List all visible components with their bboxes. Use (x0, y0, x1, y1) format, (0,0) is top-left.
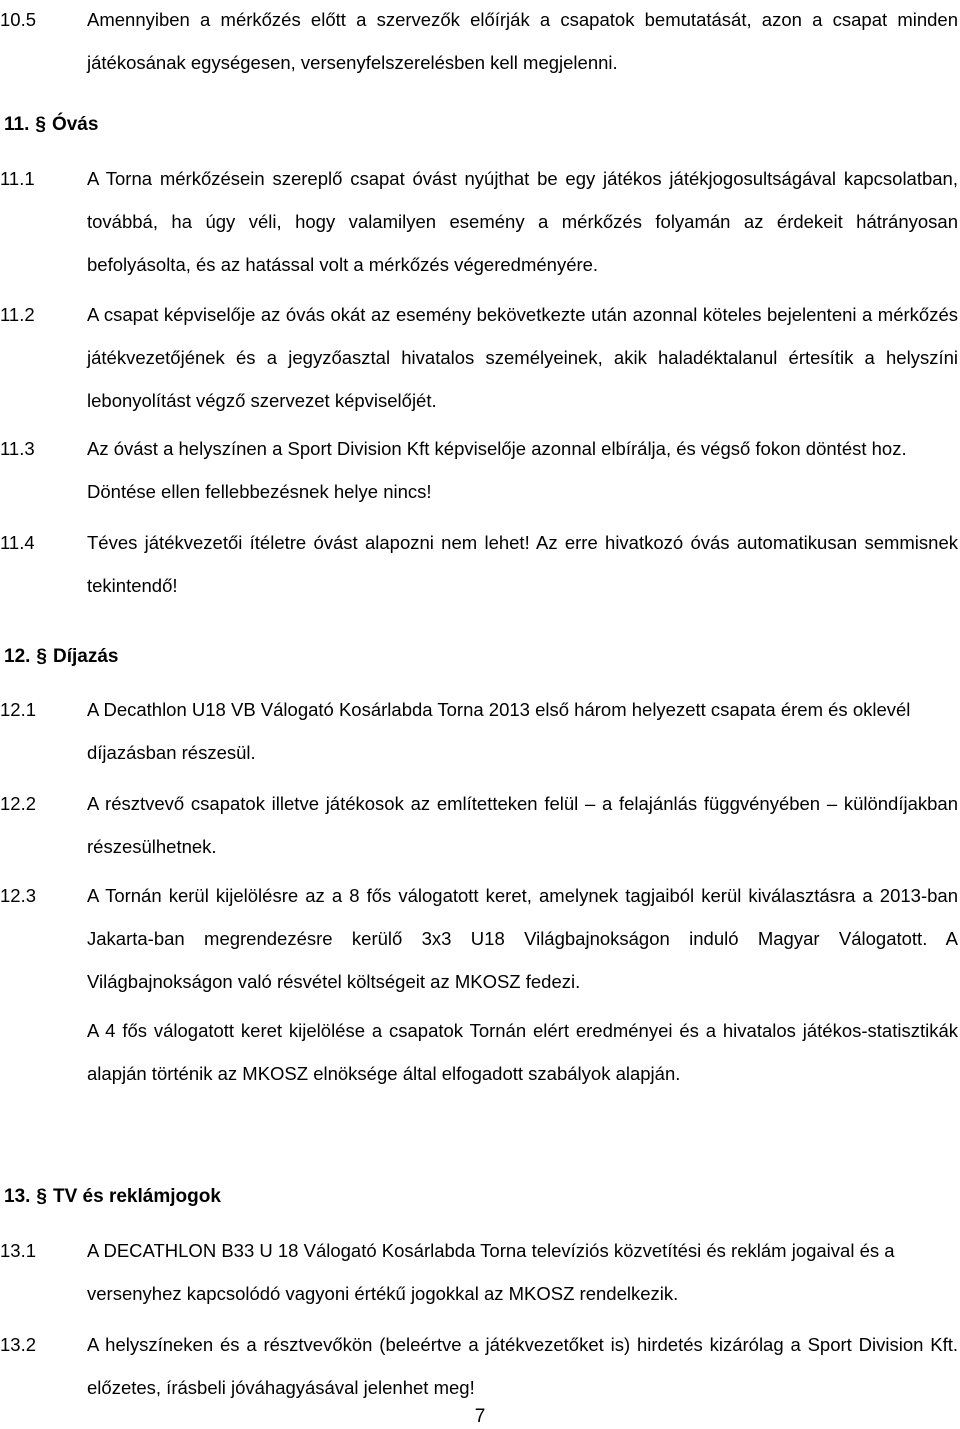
clause-text: A Decathlon U18 VB Válogató Kosárlabda Torna 2013 első három helyezett csapata érem és oklevél díjazásban részesül. (87, 699, 911, 763)
section-symbol: § (36, 646, 47, 667)
page-number: 7 (474, 1406, 486, 1427)
clause-13-1 (0, 1229, 960, 1315)
section-heading-11 (4, 110, 98, 140)
clause-text: A Tornán kerül kijelölésre az a 8 fős válogatott keret, amelynek tagjaiból kerül kiválasztásra a 2013-ban Jakarta-ban megrendezésre kerülő 3x3 U18 Világbajnokságon induló Magyar Válogatott. A Világbajnokságon való résvétel költségeit az MKOSZ fedezi. (87, 885, 958, 992)
clause-number: 12.3 (0, 885, 37, 906)
clause-number: 13.1 (0, 1240, 37, 1261)
clause-text: A 4 fős válogatott keret kijelölése a csapatok Tornán elért eredményei és a hivatalos játékos-statisztikák alapján történik az MKOSZ elnöksége által elfogadott szabályok alapján. (87, 1020, 958, 1084)
section-title: Óvás (51, 114, 99, 135)
clause-12-3 (0, 874, 960, 1003)
clause-number: 10.5 (0, 9, 37, 30)
clause-text: A résztvevő csapatok illetve játékosok az említetteken felül – a felajánlás függvényében – különdíjakban részesülhetnek. (87, 793, 958, 857)
clause-number: 11.1 (0, 168, 35, 189)
clause-number: 11.4 (0, 532, 35, 553)
clause-text: A csapat képviselője az óvás okát az esemény bekövetkezte után azonnal köteles bejelenteni a mérkőzés játékvezetőjének és a jegyzőasztal hivatalos személyeinek, akik haladéktalanul értesítik a helyszíni lebonyolítást végző szervezet képviselőjét. (87, 304, 958, 411)
clause-text: Amennyiben a mérkőzés előtt a szervezők előírják a csapatok bemutatását, azon a csapat minden játékosának egységesen, versenyfelszerelésben kell megjelenni. (87, 9, 958, 73)
section-symbol: § (35, 114, 46, 135)
section-number: 11. (4, 114, 30, 135)
clause-text: A DECATHLON B33 U 18 Válogató Kosárlabda Torna televíziós közvetítési és reklám jogaival és a versenyhez kapcsolódó vagyoni értékű jogokkal az MKOSZ rendelkezik. (87, 1240, 895, 1304)
section-number: 12. (4, 646, 31, 667)
section-number: 13. (4, 1186, 31, 1207)
clause-11-4 (0, 521, 960, 607)
clause-11-3 (0, 427, 960, 513)
clause-number: 13.2 (0, 1334, 37, 1355)
section-title: TV és reklámjogok (53, 1186, 221, 1207)
clause-number: 11.2 (0, 304, 35, 325)
clause-11-1 (0, 157, 960, 286)
section-heading-13 (4, 1182, 221, 1212)
clause-text: Téves játékvezetői ítéletre óvást alapozni nem lehet! Az erre hivatkozó óvás automatikusan semmisnek tekintendő! (87, 532, 958, 596)
clause-11-2 (0, 293, 960, 422)
clause-number: 12.1 (0, 699, 37, 720)
clause-text: A Torna mérkőzésein szereplő csapat óvást nyújthat be egy játékos játékjogosultságával kapcsolatban, továbbá, ha úgy véli, hogy valamilyen esemény a mérkőzés folyamán az érdekeit hátrányosan befolyásolta, és az hatással volt a mérkőzés végeredményére. (87, 168, 958, 275)
section-heading-12 (4, 642, 118, 672)
clause-text: A helyszíneken és a résztvevőkön (beleértve a játékvezetőket is) hirdetés kizárólag a Sport Division Kft. előzetes, írásbeli jóváhagyásával jelenhet meg! (87, 1334, 958, 1398)
clause-12-1 (0, 688, 960, 774)
clause-12-2 (0, 782, 960, 868)
clause-10-5 (0, 0, 960, 84)
clause-number: 12.2 (0, 793, 37, 814)
section-title: Díjazás (53, 646, 119, 667)
clause-text: Az óvást a helyszínen a Sport Division Kft képviselője azonnal elbírálja, és végső fokon döntést hoz. Döntése ellen fellebbezésnek helye nincs! (87, 438, 907, 502)
clause-number: 11.3 (0, 438, 35, 459)
clause-12-3-continuation (0, 1009, 960, 1095)
section-symbol: § (36, 1186, 47, 1207)
clause-13-2 (0, 1323, 960, 1409)
